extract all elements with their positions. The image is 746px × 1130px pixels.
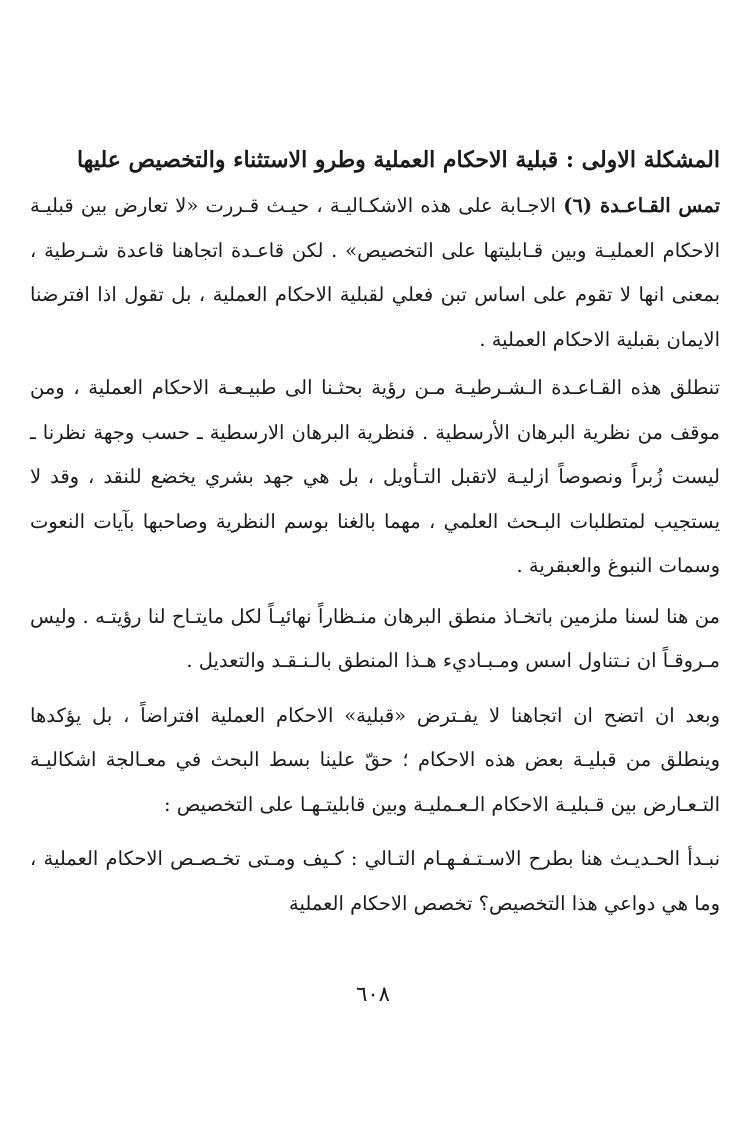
paragraph-3 bbox=[30, 595, 720, 684]
paragraph-5-text: نبـدأ الحـديـث هنا بطرح الاسـتـفـهـام التـالي : كـيف ومـتى تخـصـص الاحكام العملية ، وما هي دواعي هذا التخصيص؟ تخصص الاحكام العملية bbox=[30, 847, 720, 915]
paragraph-1 bbox=[30, 184, 720, 362]
paragraph-5 bbox=[30, 837, 720, 926]
paragraph-4 bbox=[30, 694, 720, 828]
page-number: ٦٠٨ bbox=[356, 982, 390, 1006]
paragraph-4-text: وبعد ان اتضح ان اتجاهنا لا يفـترض «قبلية» الاحكام العملية افتراضاً ، بل يؤكدها وينطلق من قبليـة بعض هذه الاحكام ؛ حقّ علينا بسط البحث في معـالجة اشكاليـة التـعـارض بين قـبليـة الاحكام الـعـمليـة وبين قابليتـهـا على التخصيص : bbox=[30, 703, 720, 816]
paragraph-1-text: الاجـابة على هذه الاشكـاليـة ، حيـث قـررت «لا تعارض بين قبليـة الاحكام العمليـة وبين قـابليتها على التخصيص» . لكن قاعـدة اتجاهنا قاعدة شـرطية ، بمعنى انها لا تقوم على اساس تبن فعلي لقبلية الاحكام العملية ، بل تقول اذا افترضنا الايمان بقبلية الاحكام العملية . bbox=[30, 194, 720, 351]
section-heading: المشكلة الاولى : قبلية الاحكام العملية وطرو الاستثناء والتخصيص عليها bbox=[76, 147, 720, 173]
paragraph-3-text: من هنا لسنا ملزمين باتخـاذ منطق البرهان منـظاراً نهائيـاً لكل مايتـاح لنا رؤيتـه . وليس مـروقـاً ان نـتناول اسس ومـبـاديء هـذا المنطق بالـنـقـد والتعديل . bbox=[30, 604, 720, 672]
paragraph-2-text: تنطلق هذه القـاعـدة الـشـرطيـة مـن رؤية بحثـنا الى طبيـعـة الاحكام العملية ، ومن موقف من نظرية البرهان الأرسطية . فنظرية البرهان الارسطية ـ حسب وجهة نظرنا ـ ليست زُبراً ونصوصاً ازليـة لاتقبل التـأويل ، بل هي جهد بشري يخضع للنقد ، وقد لا يستجيب لمتطلبات البـحث العلمي ، مهما بالغنا بوسم النظرية وصاحبها بآيات النعوت وسمات النبوغ والعبقرية . bbox=[30, 376, 720, 577]
paragraph-2 bbox=[30, 366, 720, 589]
paragraph-1-lead: تمس القـاعـدة (٦) bbox=[563, 194, 720, 217]
page-body bbox=[30, 140, 720, 926]
